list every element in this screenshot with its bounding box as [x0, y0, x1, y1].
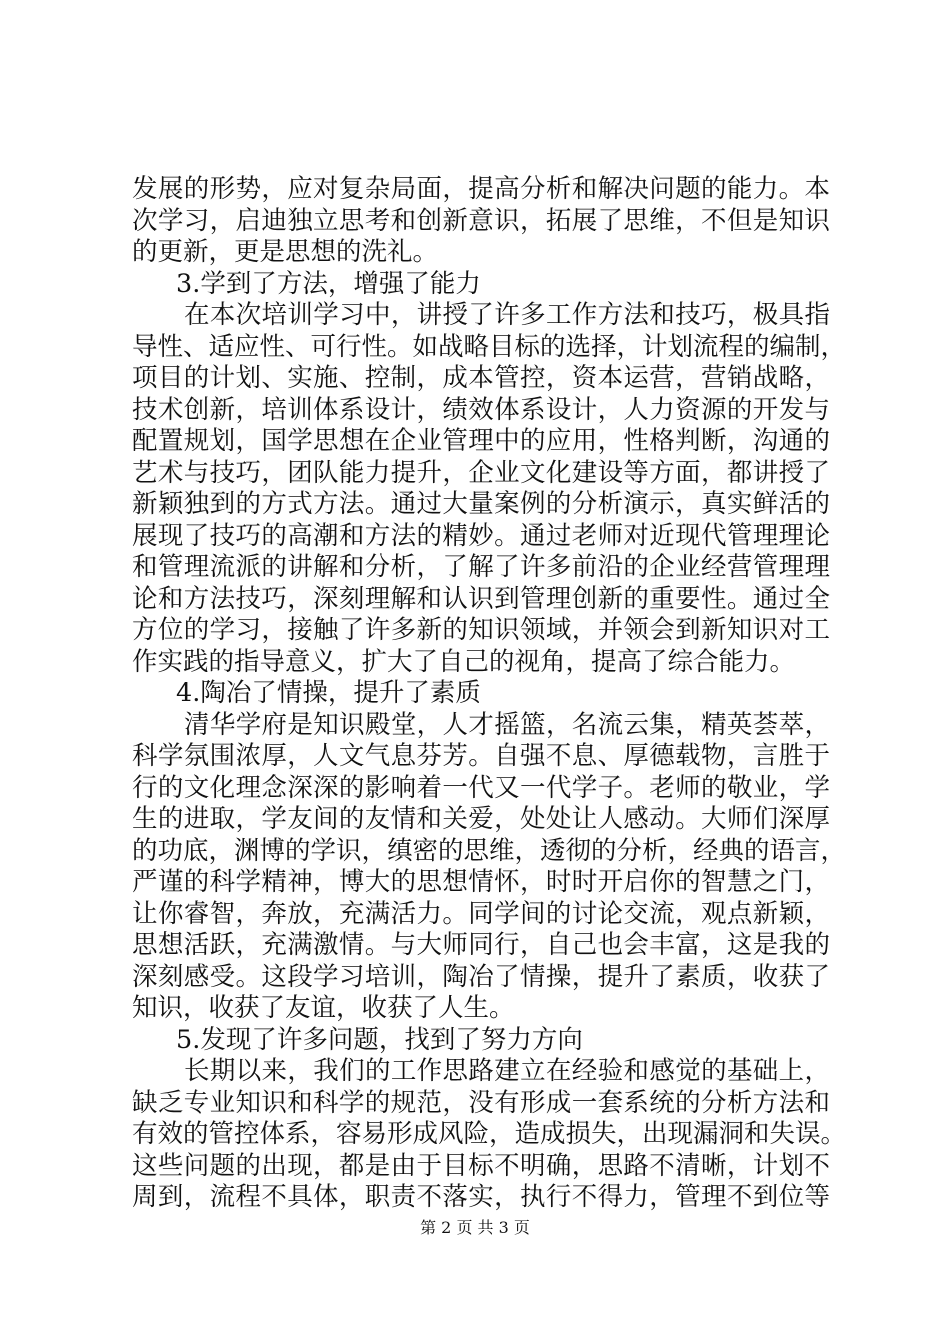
- text-line: 长期以来，我们的工作思路建立在经验和感觉的基础上，: [184, 1056, 830, 1086]
- text-line: 在本次培训学习中，讲授了许多工作方法和技巧，极具指: [184, 300, 830, 330]
- text-line: 作实践的指导意义，扩大了自己的视角，提高了综合能力。: [132, 646, 796, 677]
- text-line: 周到，流程不具体，职责不落实，执行不得力，管理不到位等: [132, 1182, 830, 1212]
- text-line: 这些问题的出现，都是由于目标不明确，思路不清晰，计划不: [132, 1150, 830, 1181]
- text-line: 的功底，渊博的学识，缜密的思维，透彻的分析，经典的语言，: [132, 835, 847, 866]
- text-line: 缺乏专业知识和科学的规范，没有形成一套系统的分析方法和: [132, 1087, 830, 1118]
- text-line: 方位的学习，接触了许多新的知识领域，并领会到新知识对工: [132, 615, 830, 645]
- paragraph-continuation: [132, 174, 830, 269]
- text-line: 思想活跃，充满激情。与大师同行，自己也会丰富，这是我的: [132, 930, 830, 960]
- section-heading: 3.学到了方法，增强了能力: [176, 268, 481, 299]
- text-line: 项目的计划、实施、控制，成本管控，资本运营，营销战略，: [132, 363, 830, 393]
- text-line: 的更新，更是思想的洗礼。: [132, 237, 439, 267]
- text-line: 严谨的科学精神，博大的思想情怀，时时开启你的智慧之门，: [132, 867, 830, 897]
- text-line: 清华学府是知识殿堂，人才摇篮，名流云集，精英荟萃，: [184, 709, 830, 740]
- text-line: 行的文化理念深深的影响着一代又一代学子。老师的敬业，学: [132, 772, 830, 803]
- paragraph: [132, 709, 847, 1025]
- section-heading: 4.陶冶了情操，提升了素质: [176, 678, 481, 708]
- section-heading: 5.发现了许多问题，找到了努力方向: [176, 1024, 583, 1055]
- text-line: 发展的形势，应对复杂局面，提高分析和解决问题的能力。本: [132, 174, 830, 204]
- text-line: 论和方法技巧，深刻理解和认识到管理创新的重要性。通过全: [132, 583, 830, 614]
- text-line: 艺术与技巧，团队能力提升，企业文化建设等方面，都讲授了: [132, 457, 830, 488]
- document-body: [132, 174, 847, 1214]
- text-line: 让你睿智，奔放，充满活力。同学间的讨论交流，观点新颖，: [132, 898, 830, 929]
- text-line: 次学习，启迪独立思考和创新意识，拓展了思维，不但是知识: [132, 205, 830, 236]
- text-line: 和管理流派的讲解和分析，了解了许多前沿的企业经营管理理: [132, 552, 830, 582]
- paragraph: [132, 300, 847, 678]
- text-line: 科学氛围浓厚，人文气息芬芳。自强不息、厚德载物，言胜于: [132, 741, 830, 771]
- text-line: 配置规划，国学思想在企业管理中的应用，性格判断，沟通的: [132, 426, 830, 456]
- text-line: 知识，收获了友谊，收获了人生。: [132, 993, 515, 1023]
- text-line: 生的进取，学友间的友情和关爱，处处让人感动。大师们深厚: [132, 804, 830, 834]
- text-line: 导性、适应性、可行性。如战略目标的选择，计划流程的编制，: [132, 331, 847, 362]
- text-line: 展现了技巧的高潮和方法的精妙。通过老师对近现代管理理论: [132, 520, 830, 551]
- page-footer: 第 2 页 共 3 页: [420, 1218, 530, 1237]
- paragraph: [132, 1056, 847, 1214]
- text-line: 新颖独到的方式方法。通过大量案例的分析演示，真实鲜活的: [132, 489, 830, 519]
- text-line: 技术创新，培训体系设计，绩效体系设计，人力资源的开发与: [132, 394, 830, 425]
- text-line: 有效的管控体系，容易形成风险，造成损失，出现漏洞和失误。: [132, 1119, 847, 1149]
- text-line: 深刻感受。这段学习培训，陶冶了情操，提升了素质，收获了: [132, 961, 830, 992]
